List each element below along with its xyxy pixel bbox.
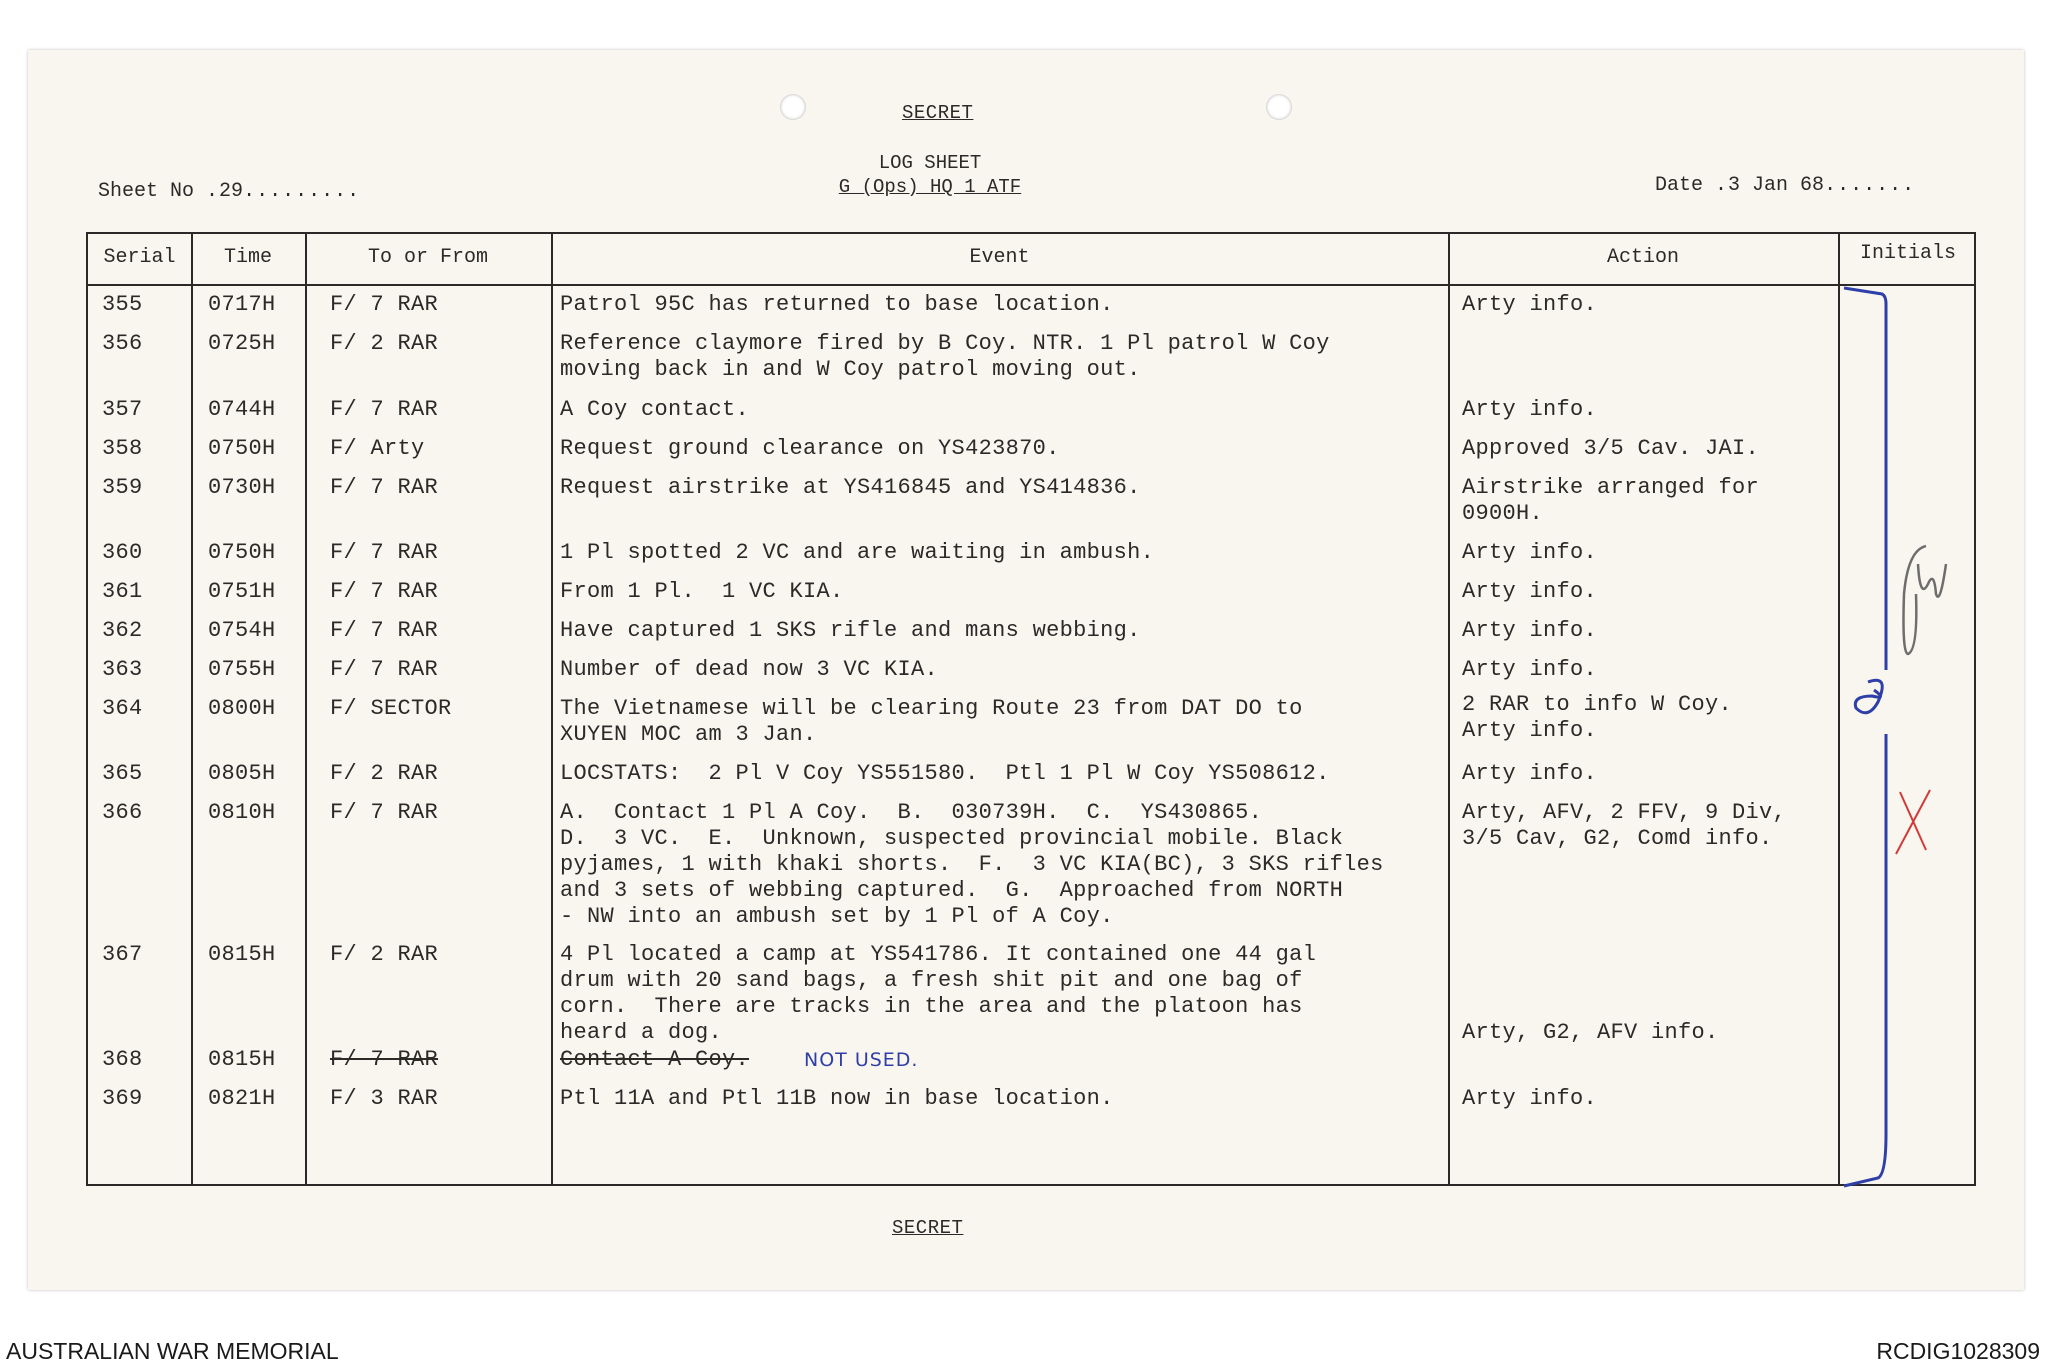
log-sheet-unit-text: G (Ops) HQ 1 ATF xyxy=(838,176,1022,198)
time-cell: 0730H xyxy=(208,475,276,500)
action-cell: Arty, G2, AFV info. xyxy=(1462,1020,1719,1045)
event-cell: 1 Pl spotted 2 VC and are waiting in ambush. xyxy=(560,540,1155,565)
to-from-cell: F/ 2 RAR xyxy=(330,761,439,786)
serial-cell: 364 xyxy=(102,696,143,721)
red-cross-mark xyxy=(1896,790,1930,854)
action-cell: Airstrike arranged for 0900H. xyxy=(1462,475,1760,526)
serial-cell: 358 xyxy=(102,436,143,461)
action-cell: 2 RAR to info W Coy. Arty info. xyxy=(1462,692,1733,743)
to-from-cell: F/ 3 RAR xyxy=(330,1086,439,1111)
time-cell: 0751H xyxy=(208,579,276,604)
serial-cell: 363 xyxy=(102,657,143,682)
action-cell: Approved 3/5 Cav. JAI. xyxy=(1462,436,1760,461)
serial-cell: 355 xyxy=(102,292,143,317)
to-from-cell: F/ 7 RAR xyxy=(330,397,439,422)
to-from-cell: F/ 7 RAR xyxy=(330,657,439,682)
serial-cell: 365 xyxy=(102,761,143,786)
time-cell: 0800H xyxy=(208,696,276,721)
serial-cell: 369 xyxy=(102,1086,143,1111)
serial-cell: 362 xyxy=(102,618,143,643)
action-cell: Arty info. xyxy=(1462,1086,1598,1111)
time-cell: 0717H xyxy=(208,292,276,317)
archive-credit: AUSTRALIAN WAR MEMORIAL xyxy=(6,1338,339,1364)
to-from-cell: F/ 7 RAR xyxy=(330,475,439,500)
event-cell: LOCSTATS: 2 Pl V Coy YS551580. Ptl 1 Pl W Coy YS508612. xyxy=(560,761,1330,786)
action-cell: Arty info. xyxy=(1462,540,1598,565)
time-cell: 0750H xyxy=(208,540,276,565)
column-header-action: Action xyxy=(1606,246,1679,269)
blue-bracket-mark xyxy=(1844,734,1886,1186)
serial-cell: 368 xyxy=(102,1047,143,1072)
date-value: 3 Jan 68 xyxy=(1728,174,1825,197)
sheet-number: Sheet No .29......... xyxy=(98,180,361,203)
action-cell: Arty info. xyxy=(1462,579,1598,604)
punch-hole-left xyxy=(780,94,806,120)
event-cell: Contact A Coy. xyxy=(560,1047,750,1072)
log-table xyxy=(86,232,1976,1186)
sheet-no-label: Sheet No xyxy=(98,180,195,203)
event-cell: 4 Pl located a camp at YS541786. It contained one 44 gal drum with 20 sand bags, a fresh shit pit and one bag of corn. There are tracks in the area and the platoon has heard a dog. xyxy=(560,942,1317,1045)
sheet-no-value: 29 xyxy=(219,180,244,203)
time-cell: 0744H xyxy=(208,397,276,422)
to-from-cell: F/ 7 RAR xyxy=(330,579,439,604)
action-cell: Arty info. xyxy=(1462,292,1598,317)
time-cell: 0805H xyxy=(208,761,276,786)
handwritten-note: NOT USED. xyxy=(804,1049,919,1071)
classification-top: SECRET xyxy=(902,102,974,124)
blue-bracket-mark xyxy=(1844,288,1886,670)
serial-cell: 359 xyxy=(102,475,143,500)
action-cell: Arty info. xyxy=(1462,618,1598,643)
to-from-cell: F/ SECTOR xyxy=(330,696,452,721)
to-from-cell: F/ 7 RAR xyxy=(330,800,439,825)
serial-cell: 356 xyxy=(102,331,143,356)
time-cell: 0750H xyxy=(208,436,276,461)
event-cell: Request airstrike at YS416845 and YS414836. xyxy=(560,475,1141,500)
sheet-date: Date .3 Jan 68....... xyxy=(1655,174,1916,197)
serial-cell: 367 xyxy=(102,942,143,967)
initials-annotations xyxy=(1838,234,1978,1188)
column-header-to-from: To or From xyxy=(367,246,489,269)
column-header-initials: Initials xyxy=(1859,242,1956,265)
event-cell: The Vietnamese will be clearing Route 23 from DAT DO to XUYEN MOC am 3 Jan. xyxy=(560,696,1303,747)
log-sheet-title: LOG SHEET xyxy=(878,152,982,174)
event-cell: Ptl 11A and Ptl 11B now in base location. xyxy=(560,1086,1114,1111)
to-from-cell: F/ 2 RAR xyxy=(330,331,439,356)
column-header-serial: Serial xyxy=(103,246,176,269)
time-cell: 0810H xyxy=(208,800,276,825)
archive-reference: RCDIG1028309 xyxy=(1876,1338,2040,1364)
action-cell: Arty, AFV, 2 FFV, 9 Div, 3/5 Cav, G2, Comd info. xyxy=(1462,800,1787,851)
time-cell: 0725H xyxy=(208,331,276,356)
action-cell: Arty info. xyxy=(1462,657,1598,682)
header-divider xyxy=(88,284,1974,286)
serial-cell: 361 xyxy=(102,579,143,604)
event-cell: Request ground clearance on YS423870. xyxy=(560,436,1060,461)
to-from-cell: F/ 7 RAR xyxy=(330,1047,439,1072)
serial-cell: 366 xyxy=(102,800,143,825)
event-cell: Reference claymore fired by B Coy. NTR. 1 Pl patrol W Coy moving back in and W Coy patrol moving out. xyxy=(560,331,1330,382)
time-cell: 0755H xyxy=(208,657,276,682)
action-cell: Arty info. xyxy=(1462,397,1598,422)
to-from-cell: F/ 7 RAR xyxy=(330,618,439,643)
event-cell: Number of dead now 3 VC KIA. xyxy=(560,657,939,682)
time-cell: 0815H xyxy=(208,1047,276,1072)
classification-bottom: SECRET xyxy=(892,1217,964,1239)
event-cell: Patrol 95C has returned to base location. xyxy=(560,292,1114,317)
date-label: Date xyxy=(1655,174,1704,197)
to-from-cell: F/ 7 RAR xyxy=(330,292,439,317)
column-header-time: Time xyxy=(223,246,272,269)
event-cell: From 1 Pl. 1 VC KIA. xyxy=(560,579,844,604)
event-cell: A Coy contact. xyxy=(560,397,750,422)
to-from-cell: F/ Arty xyxy=(330,436,425,461)
time-cell: 0754H xyxy=(208,618,276,643)
to-from-cell: F/ 7 RAR xyxy=(330,540,439,565)
event-cell: A. Contact 1 Pl A Coy. B. 030739H. C. YS430865. D. 3 VC. E. Unknown, suspected provincial mobile. Black pyjames, 1 with khaki shorts. F. 3 VC KIA(BC), 3 SKS rifles and 3 sets of webbing captured. G. Approached from NORTH - NW into an ambush set by 1 Pl of A Coy. xyxy=(560,800,1384,929)
blue-initial-mark xyxy=(1855,680,1882,713)
time-cell: 0815H xyxy=(208,942,276,967)
to-from-cell: F/ 2 RAR xyxy=(330,942,439,967)
action-cell: Arty info. xyxy=(1462,761,1598,786)
punch-hole-right xyxy=(1266,94,1292,120)
event-cell: Have captured 1 SKS rifle and mans webbing. xyxy=(560,618,1141,643)
serial-cell: 357 xyxy=(102,397,143,422)
log-sheet-unit xyxy=(800,176,1060,198)
pencil-signature-mark xyxy=(1904,546,1947,654)
time-cell: 0821H xyxy=(208,1086,276,1111)
column-header-event: Event xyxy=(969,246,1030,269)
serial-cell: 360 xyxy=(102,540,143,565)
